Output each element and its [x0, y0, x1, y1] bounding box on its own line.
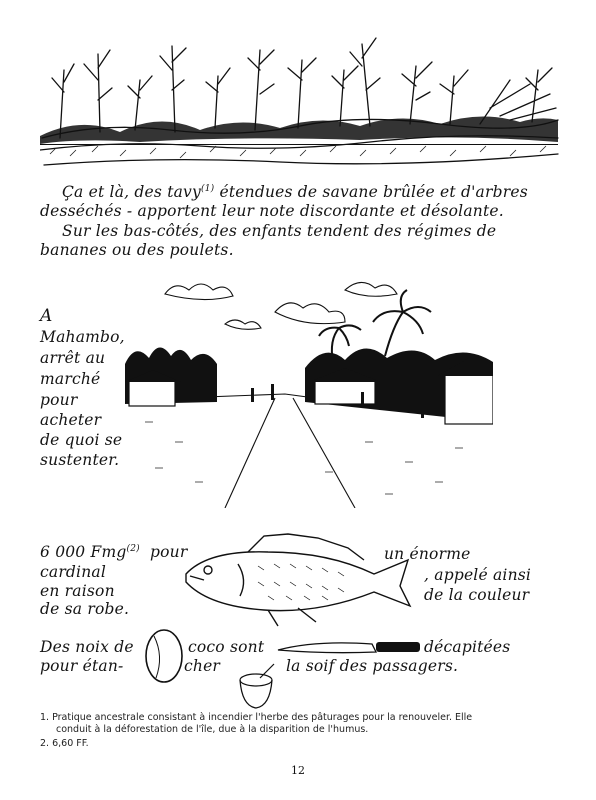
coco-line-f: la soif des passagers.: [286, 657, 459, 675]
machete-illustration: [276, 636, 422, 660]
mahambo-caption-line-3: arrêt au: [40, 349, 106, 367]
mahambo-caption-line-5: pour: [40, 391, 78, 409]
fish-un-enorme: un énorme: [384, 545, 471, 563]
mahambo-caption-line-7: de quoi se: [40, 431, 123, 449]
cardinal-fish-illustration: [178, 530, 414, 630]
page-number: 12: [291, 764, 305, 777]
text-segment: Ça et là, des: [62, 183, 168, 201]
paragraph-tavy-line-1: [62, 183, 528, 201]
coco-line-c: décapitées: [424, 638, 511, 656]
fish-appele-ainsi: , appelé ainsi: [424, 566, 532, 584]
paragraph-children-line-1: Sur les bas-côtés, des enfants tendent des régimes de: [62, 222, 497, 240]
paragraph-children-line-2: bananes ou des poulets.: [40, 241, 234, 259]
footnote-ref-1: (1): [200, 183, 215, 194]
coco-line-a: Des noix de: [40, 638, 134, 656]
open-coconut-cup-illustration: [236, 662, 282, 710]
fish-pour: pour: [150, 543, 188, 561]
footnote-ref-2: (2): [126, 543, 140, 554]
fish-price: 6 000 Fmg: [40, 543, 127, 561]
coconut-illustration: [140, 626, 190, 686]
mahambo-caption-line-4: marché: [40, 370, 101, 388]
footnote-1-line-1: 1. Pratique ancestrale consistant à incendier l'herbe des pâturages pour la renouveler. Elle: [40, 712, 473, 723]
footnote-2: 2. 6,60 FF.: [40, 738, 89, 749]
fish-cardinal: cardinal: [40, 563, 106, 581]
mahambo-market-illustration: [125, 272, 493, 508]
text-segment: étendues de savane brûlée et d'arbres: [214, 183, 528, 201]
coco-line-b: coco sont: [188, 638, 265, 656]
mahambo-caption-line-1: A: [40, 306, 53, 326]
mahambo-caption-line-8: sustenter.: [40, 451, 120, 469]
mahambo-caption-line-6: acheter: [40, 411, 102, 429]
fish-de-sa-robe: de sa robe.: [40, 600, 130, 618]
coco-line-e: cher: [184, 657, 221, 675]
word-tavy: tavy: [167, 183, 201, 201]
burnt-savannah-illustration: [40, 20, 560, 175]
footnote-1-line-2: conduit à la déforestation de l'île, due à la disparition de l'humus.: [56, 724, 369, 735]
mahambo-caption-line-2: Mahambo,: [40, 328, 125, 346]
paragraph-tavy-line-2: desséchés - apportent leur note discordante et désolante.: [40, 202, 504, 220]
fish-price-line: [40, 543, 140, 561]
fish-de-la-couleur: de la couleur: [424, 586, 530, 604]
fish-en-raison: en raison: [40, 582, 115, 600]
coco-line-d: pour étan-: [40, 657, 124, 675]
